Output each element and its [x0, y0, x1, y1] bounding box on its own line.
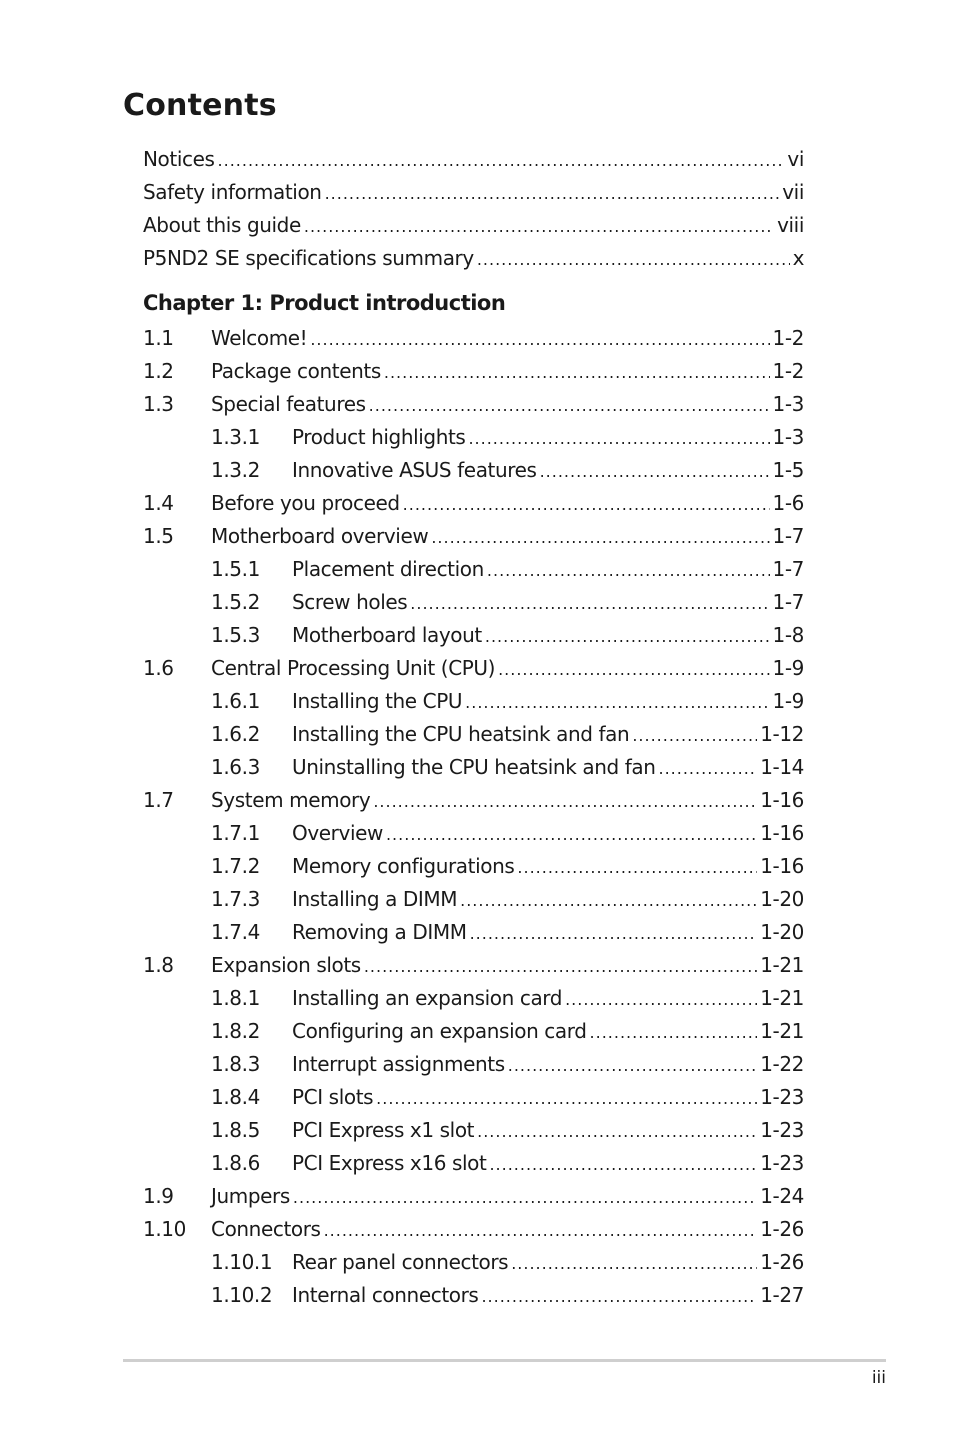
toc-entry-number: 1.3 [143, 392, 174, 416]
dot-leader [498, 653, 769, 686]
dot-leader [364, 950, 757, 983]
toc-entry-page: 1-21 [760, 986, 804, 1010]
toc-entry-number: 1.3.1 [211, 425, 260, 449]
dot-leader [310, 323, 769, 356]
dot-leader [460, 884, 757, 917]
toc-entry-label: System memory [211, 788, 371, 812]
toc-entry-number: 1.9 [143, 1184, 174, 1208]
chapter-heading: Chapter 1: Product introduction [143, 291, 506, 315]
toc-entry[interactable] [143, 982, 804, 1015]
toc-entry-page: viii [777, 213, 804, 237]
toc-entry-page: 1-23 [760, 1151, 804, 1175]
toc-entry-page: 1-2 [772, 326, 804, 350]
dot-leader [485, 620, 770, 653]
dot-leader [565, 983, 757, 1016]
toc-entry-label: Interrupt assignments [292, 1052, 505, 1076]
toc-entry-number: 1.10.2 [211, 1283, 273, 1307]
toc-entry-page: 1-14 [760, 755, 804, 779]
toc-entry-label: Configuring an expansion card [292, 1019, 587, 1043]
toc-entry[interactable] [143, 454, 804, 487]
dot-leader [410, 587, 769, 620]
toc-entry[interactable] [143, 949, 804, 982]
toc-entry[interactable] [143, 143, 804, 176]
toc-entry-number: 1.6.1 [211, 689, 260, 713]
toc-entry[interactable] [143, 652, 804, 685]
dot-leader [540, 455, 770, 488]
toc-entry-label: Uninstalling the CPU heatsink and fan [292, 755, 656, 779]
toc-entry-label: Memory configurations [292, 854, 515, 878]
dot-leader [511, 1247, 757, 1280]
toc-entry[interactable] [143, 1114, 804, 1147]
dot-leader [487, 554, 770, 587]
toc-entry-number: 1.3.2 [211, 458, 260, 482]
toc-entry-label: Installing the CPU heatsink and fan [292, 722, 630, 746]
toc-entry[interactable] [143, 817, 804, 850]
toc-entry-label: Safety information [143, 180, 322, 204]
toc-entry-page: 1-16 [760, 854, 804, 878]
dot-leader [477, 243, 790, 276]
toc-entry-number: 1.8.3 [211, 1052, 260, 1076]
dot-leader [517, 851, 757, 884]
toc-entry-label: Notices [143, 147, 215, 171]
toc-entry-number: 1.4 [143, 491, 174, 515]
toc-entry[interactable] [143, 520, 804, 553]
dot-leader [481, 1280, 757, 1313]
toc-entry-number: 1.10.1 [211, 1250, 273, 1274]
dot-leader [508, 1049, 757, 1082]
dot-leader [489, 1148, 757, 1181]
toc-entry-label: Package contents [211, 359, 381, 383]
toc-entry-page: 1-7 [772, 590, 804, 614]
toc-entry-number: 1.5.2 [211, 590, 260, 614]
toc-entry-page: 1-20 [760, 887, 804, 911]
toc-entry-page: 1-16 [760, 821, 804, 845]
footer-rule [123, 1359, 886, 1362]
toc-entry[interactable] [143, 1180, 804, 1213]
toc-entry[interactable] [143, 718, 804, 751]
dot-leader [293, 1181, 757, 1214]
dot-leader [632, 719, 757, 752]
dot-leader [373, 785, 757, 818]
toc-entry-page: 1-27 [760, 1283, 804, 1307]
toc-entry[interactable] [143, 850, 804, 883]
toc-entry[interactable] [143, 487, 804, 520]
toc-entry-label: Expansion slots [211, 953, 361, 977]
toc-entry-label: Screw holes [292, 590, 408, 614]
dot-leader [465, 686, 769, 719]
toc-entry-number: 1.7.2 [211, 854, 260, 878]
toc-entry-label: About this guide [143, 213, 301, 237]
dot-leader [304, 210, 774, 243]
dot-leader [470, 917, 758, 950]
toc-entry-page: 1-3 [772, 425, 804, 449]
toc-entry-page: 1-16 [760, 788, 804, 812]
toc-entry-page: 1-26 [760, 1217, 804, 1241]
toc-entry[interactable] [143, 1246, 804, 1279]
toc-entry-number: 1.1 [143, 326, 174, 350]
toc-entry-page: 1-21 [760, 1019, 804, 1043]
toc-entry-page: x [792, 246, 804, 270]
toc-entry-page: 1-23 [760, 1085, 804, 1109]
toc-entry-page: 1-20 [760, 920, 804, 944]
toc-entry-page: 1-7 [772, 524, 804, 548]
dot-leader [218, 144, 785, 177]
toc-entry[interactable] [143, 751, 804, 784]
toc-entry[interactable] [143, 916, 804, 949]
toc-entry-label: Overview [292, 821, 383, 845]
toc-entry-number: 1.8.6 [211, 1151, 260, 1175]
toc-entry-number: 1.6.3 [211, 755, 260, 779]
toc-entry[interactable] [143, 1147, 804, 1180]
toc-entry-label: P5ND2 SE specifications summary [143, 246, 474, 270]
toc-entry[interactable] [143, 1015, 804, 1048]
toc-entry-label: Installing a DIMM [292, 887, 458, 911]
dot-leader [403, 488, 770, 521]
toc-entry-label: Central Processing Unit (CPU) [211, 656, 496, 680]
toc-entry-number: 1.7.3 [211, 887, 260, 911]
dot-leader [324, 1214, 758, 1247]
toc-entry-label: Innovative ASUS features [292, 458, 537, 482]
dot-leader [325, 177, 780, 210]
toc-entry-number: 1.8.4 [211, 1085, 260, 1109]
toc-entry-number: 1.6 [143, 656, 174, 680]
toc-entry[interactable] [143, 322, 804, 355]
toc-entry-number: 1.5.1 [211, 557, 260, 581]
toc-entry[interactable] [143, 784, 804, 817]
toc-entry[interactable] [143, 685, 804, 718]
toc-entry-label: Connectors [211, 1217, 321, 1241]
toc-entry-number: 1.10 [143, 1217, 186, 1241]
toc-entry-label: Welcome! [211, 326, 308, 350]
toc-entry-number: 1.7.4 [211, 920, 260, 944]
page-number: iii [871, 1368, 886, 1388]
toc-entry-number: 1.5.3 [211, 623, 260, 647]
toc-entry-label: Installing the CPU [292, 689, 463, 713]
toc-entry-page: 1-7 [772, 557, 804, 581]
toc-entry-page: 1-3 [772, 392, 804, 416]
toc-entry-page: 1-6 [772, 491, 804, 515]
page-title: Contents [123, 88, 277, 123]
toc-entry-label: Product highlights [292, 425, 466, 449]
toc-entry-label: PCI slots [292, 1085, 374, 1109]
toc-entry[interactable] [143, 421, 804, 454]
toc-entry-label: Special features [211, 392, 366, 416]
toc-entry[interactable] [143, 1279, 804, 1312]
toc-entry-page: vii [782, 180, 804, 204]
toc-entry-page: vi [787, 147, 804, 171]
toc-entry[interactable] [143, 1081, 804, 1114]
toc-entry-page: 1-12 [760, 722, 804, 746]
toc-entry[interactable] [143, 553, 804, 586]
dot-leader [468, 422, 769, 455]
dot-leader [376, 1082, 757, 1115]
toc-entry-label: Motherboard layout [292, 623, 482, 647]
toc-entry[interactable] [143, 1048, 804, 1081]
toc-entry-label: PCI Express x1 slot [292, 1118, 475, 1142]
toc-entry-page: 1-22 [760, 1052, 804, 1076]
toc-entry-number: 1.8.1 [211, 986, 260, 1010]
toc-entry-page: 1-5 [772, 458, 804, 482]
toc-entry-number: 1.7.1 [211, 821, 260, 845]
toc-entry-page: 1-8 [772, 623, 804, 647]
front-matter-list [143, 143, 804, 275]
toc-entry-label: Jumpers [211, 1184, 290, 1208]
toc-entry-number: 1.8 [143, 953, 174, 977]
toc-entry[interactable] [143, 1213, 804, 1246]
dot-leader [384, 356, 770, 389]
toc-entry-number: 1.7 [143, 788, 174, 812]
dot-leader [386, 818, 757, 851]
toc-entry-page: 1-23 [760, 1118, 804, 1142]
toc-entry-label: Internal connectors [292, 1283, 479, 1307]
toc-entry-label: Placement direction [292, 557, 484, 581]
toc-entry-page: 1-9 [772, 656, 804, 680]
toc-entry-page: 1-21 [760, 953, 804, 977]
toc-entry[interactable] [143, 242, 804, 275]
toc-entry-number: 1.8.2 [211, 1019, 260, 1043]
toc-entry[interactable] [143, 176, 804, 209]
dot-leader [477, 1115, 757, 1148]
toc-entry-number: 1.8.5 [211, 1118, 260, 1142]
toc-entry[interactable] [143, 209, 804, 242]
toc-entry-label: Before you proceed [211, 491, 400, 515]
toc-entry-label: Removing a DIMM [292, 920, 467, 944]
toc-entry[interactable] [143, 355, 804, 388]
toc-entry-page: 1-9 [772, 689, 804, 713]
toc-entry-number: 1.2 [143, 359, 174, 383]
toc-entry-label: Rear panel connectors [292, 1250, 509, 1274]
chapter-1-list [143, 322, 804, 1312]
toc-entry[interactable] [143, 619, 804, 652]
toc-entry-number: 1.6.2 [211, 722, 260, 746]
toc-entry-label: PCI Express x16 slot [292, 1151, 487, 1175]
dot-leader [431, 521, 769, 554]
toc-entry-number: 1.5 [143, 524, 174, 548]
toc-entry[interactable] [143, 883, 804, 916]
dot-leader [369, 389, 770, 422]
toc-entry-label: Motherboard overview [211, 524, 429, 548]
dot-leader [590, 1016, 758, 1049]
dot-leader [659, 752, 758, 785]
toc-entry-label: Installing an expansion card [292, 986, 563, 1010]
toc-entry[interactable] [143, 388, 804, 421]
toc-entry-page: 1-26 [760, 1250, 804, 1274]
toc-entry[interactable] [143, 586, 804, 619]
toc-entry-page: 1-24 [760, 1184, 804, 1208]
toc-entry-page: 1-2 [772, 359, 804, 383]
